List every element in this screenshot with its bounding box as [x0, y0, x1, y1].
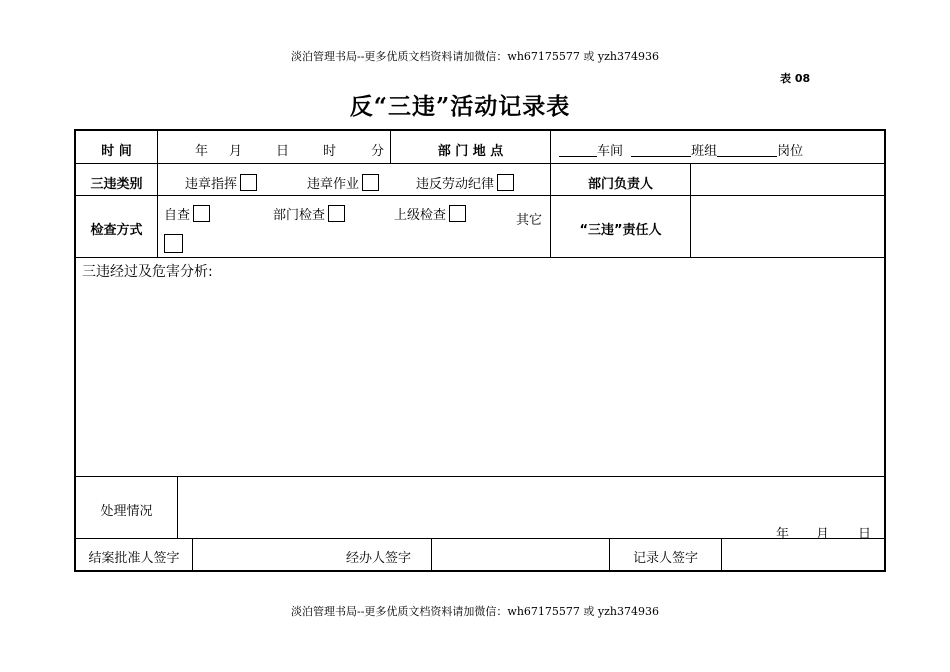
approver-label: 结案批准人签字 [88, 551, 180, 566]
checkbox[interactable] [193, 205, 210, 222]
record-form-table [74, 129, 886, 572]
team-unit: 班组 [691, 144, 718, 159]
option-illegal-command[interactable]: 违章指挥 [185, 173, 257, 192]
col-divider [550, 131, 551, 257]
handling-label: 处理情况 [100, 504, 153, 519]
month-unit: 月 [229, 144, 243, 159]
workshop-blank[interactable] [559, 143, 597, 157]
checkbox[interactable] [240, 174, 257, 191]
category-label: 三违类别 [90, 177, 143, 192]
option-superior-check[interactable]: 上级检查 [394, 204, 466, 223]
recorder-label: 记录人签字 [632, 551, 698, 566]
handling-year: 年 [776, 527, 790, 542]
handler-signature-field[interactable] [432, 539, 609, 570]
responsible-field[interactable] [691, 196, 884, 257]
handling-day: 日 [858, 527, 872, 542]
time-field[interactable] [158, 140, 390, 160]
workshop-unit: 车间 [597, 144, 624, 159]
handler-label: 经办人签字 [345, 551, 411, 566]
checkbox[interactable] [449, 205, 466, 222]
team-blank[interactable] [631, 143, 691, 157]
row-divider [76, 257, 884, 258]
option-labor-discipline[interactable]: 违反劳动纪律 [416, 173, 514, 192]
responsible-label: “三违”责任人 [579, 223, 662, 238]
option-other[interactable]: 其它 [516, 213, 543, 228]
analysis-label: 三违经过及危害分析: [82, 264, 213, 280]
option-dept-check[interactable]: 部门检查 [273, 204, 345, 223]
dept-head-label: 部门负责人 [587, 177, 653, 192]
day-unit: 日 [276, 144, 290, 159]
method-options [158, 196, 550, 257]
analysis-field[interactable] [77, 281, 883, 475]
recorder-signature-field[interactable] [722, 539, 884, 570]
location-field[interactable] [559, 140, 879, 159]
checkbox[interactable] [362, 174, 379, 191]
handling-field[interactable] [178, 477, 884, 542]
category-options [158, 171, 550, 195]
header-note: 淡泊管理书局--更多优质文档资料请加微信：wh67175577 或 yzh374936 [291, 50, 659, 63]
checkbox[interactable] [497, 174, 514, 191]
post-unit: 岗位 [777, 144, 804, 159]
option-illegal-operation[interactable]: 违章作业 [307, 173, 379, 192]
page-title: 反“三违”活动记录表 [349, 93, 571, 120]
dept-location-label: 部 门 地 点 [437, 144, 504, 159]
checkbox[interactable] [328, 205, 345, 222]
dept-head-field[interactable] [691, 164, 884, 195]
year-unit: 年 [195, 144, 209, 159]
time-label: 时 间 [101, 144, 132, 159]
option-self-check[interactable]: 自查 [164, 204, 210, 223]
checkbox-other[interactable] [164, 234, 183, 253]
post-blank[interactable] [717, 143, 777, 157]
hour-unit: 时 [323, 144, 337, 159]
method-label: 检查方式 [90, 223, 143, 238]
footer-note: 淡泊管理书局--更多优质文档资料请加微信：wh67175577 或 yzh374936 [291, 605, 659, 618]
handling-month: 月 [816, 527, 830, 542]
form-number: 表 08 [780, 72, 811, 85]
minute-unit: 分 [371, 144, 385, 159]
